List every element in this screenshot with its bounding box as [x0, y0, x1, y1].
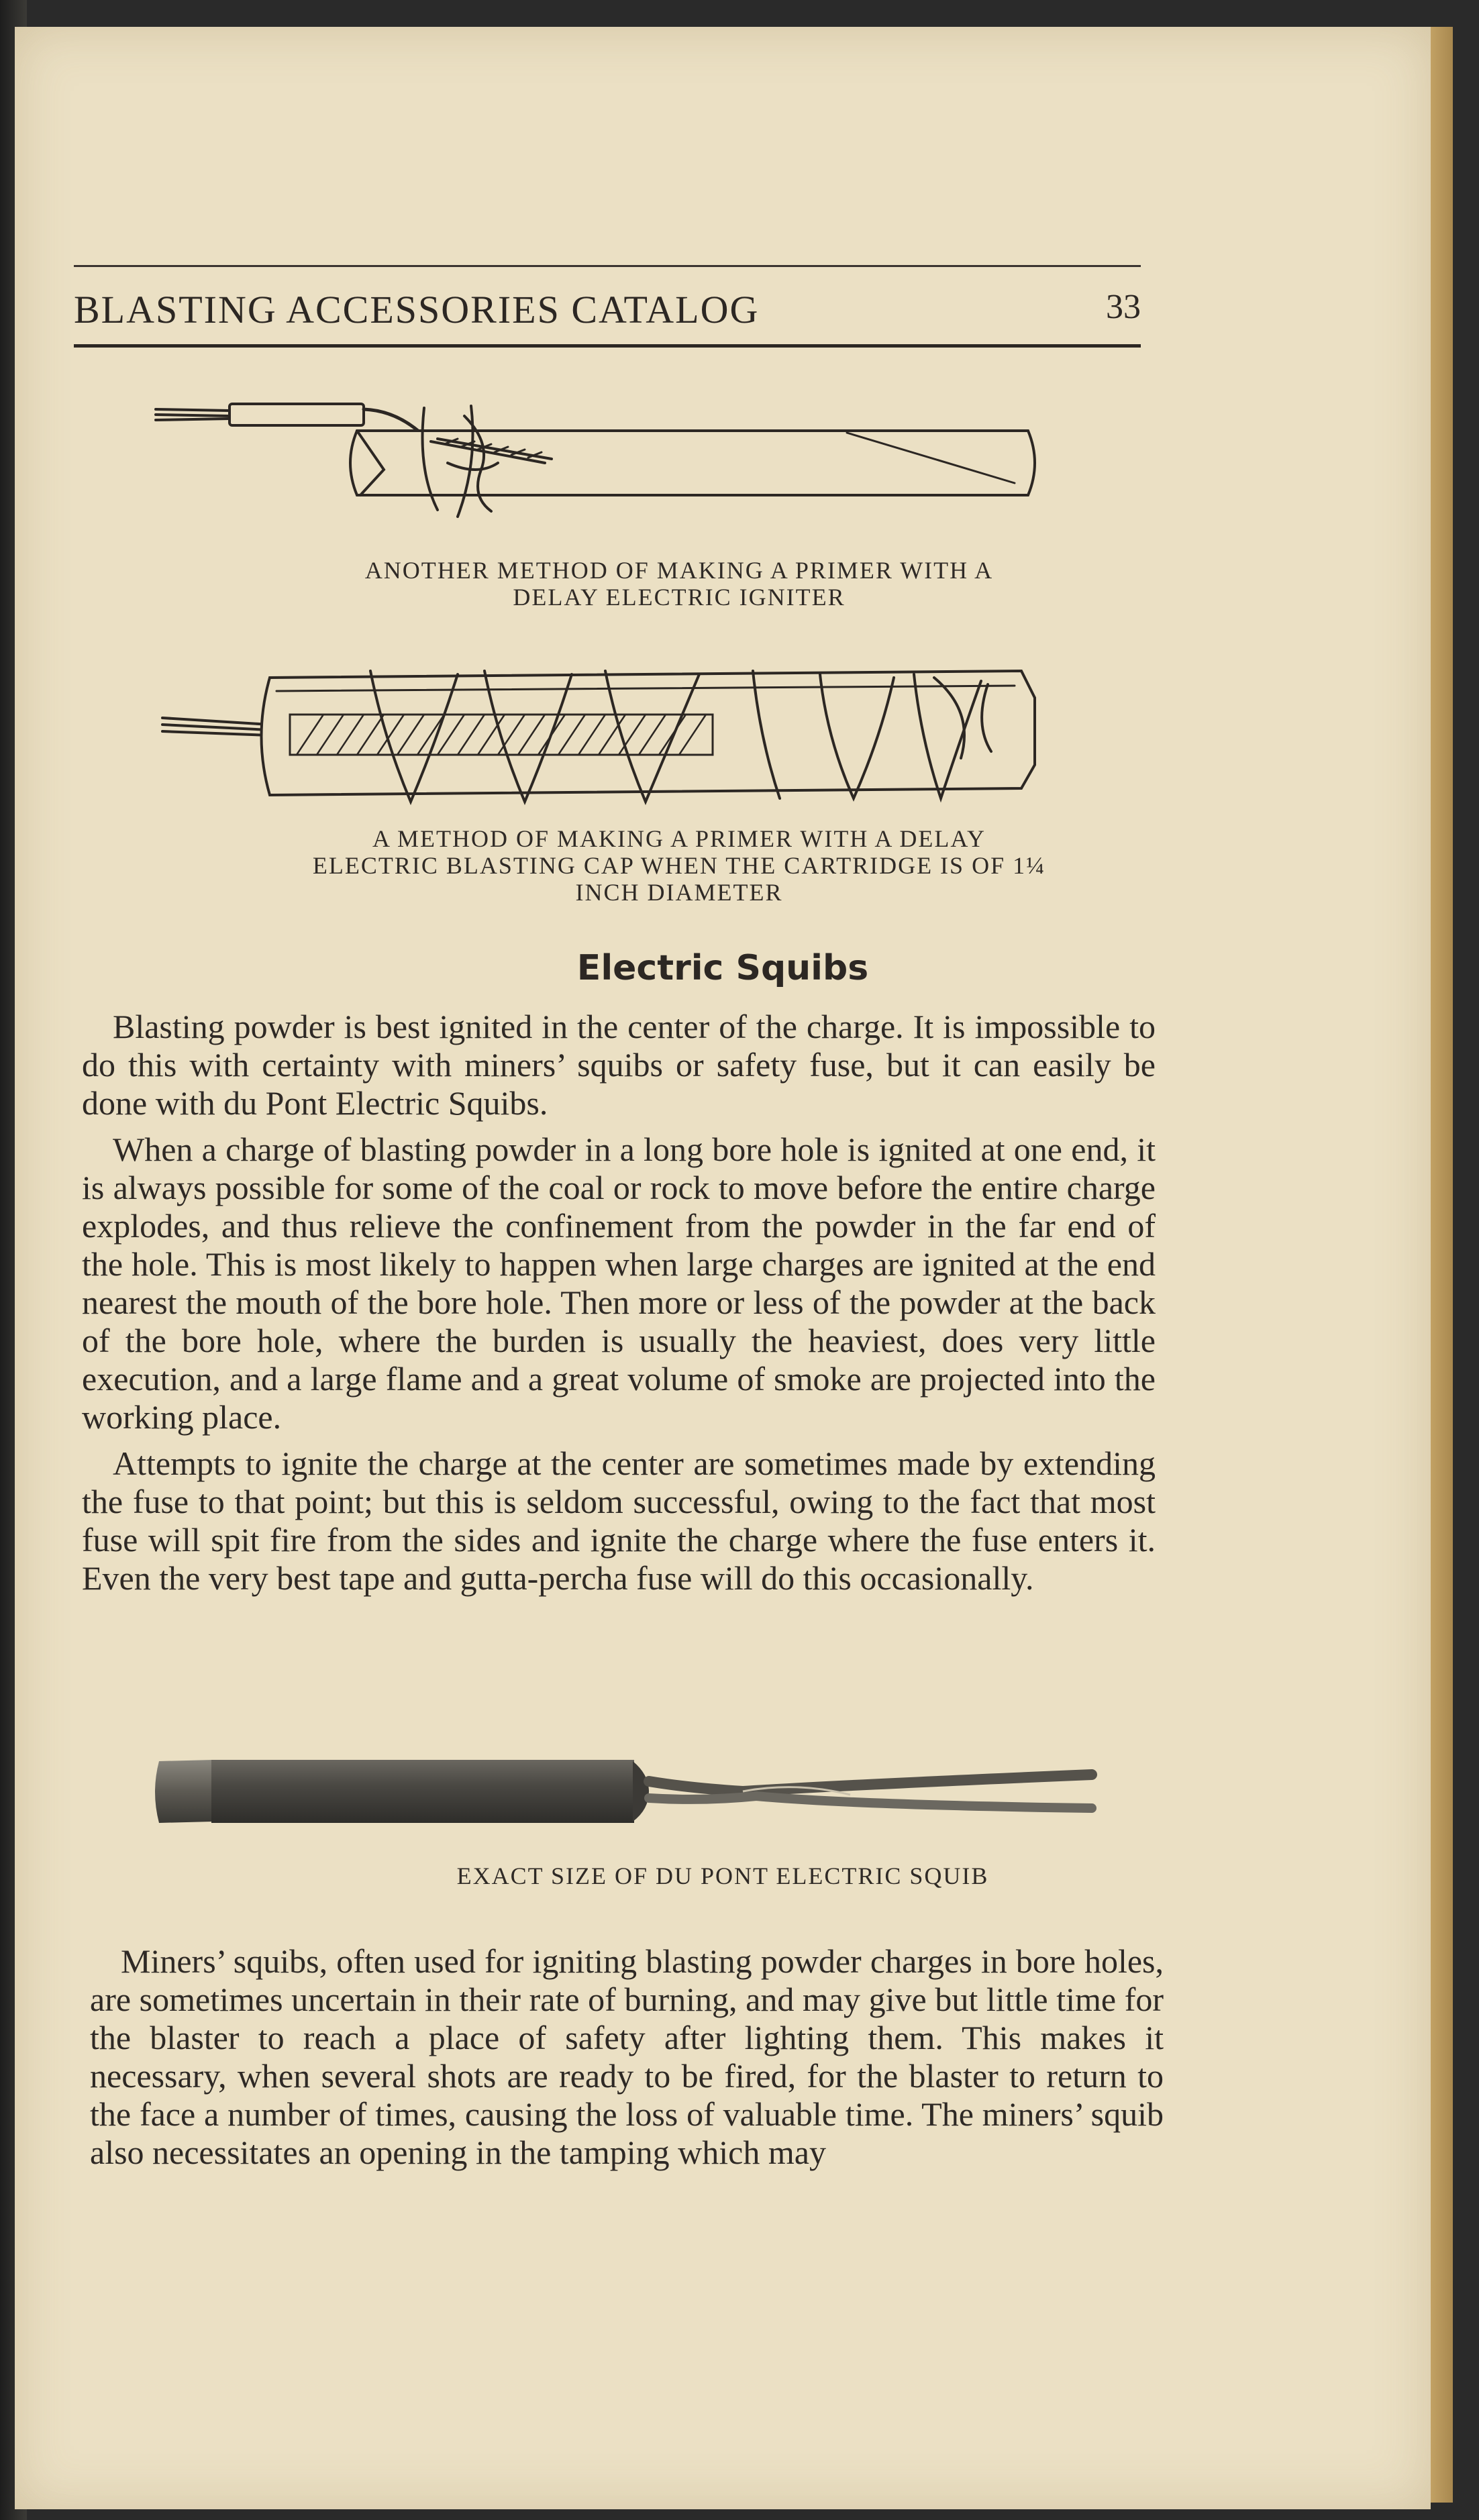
paragraph-4: Miners’ squibs, often used for igniting blasting powder charges in bore holes, are sometimes uncertain in their rate of burning, and may give but little time for the blaster to reach a place of safety after lighting them. This makes it necessary, when several shots are ready to be fired, for the blaster to return to the face a number of times, causing the loss of valuable time. The miners’ squib also necessitates an opening in the tamping which may: [90, 1942, 1164, 2171]
figure-1-caption: [15, 557, 1343, 611]
paragraph-3: Attempts to ignite the charge at the center are sometimes made by extending the fuse to that point; but this is seldom successful, owing to the fact that most fuse will spit fire from the sides and ignite the charge where the fuse enters it. Even the very best tape and gutta-percha fuse will do this occasionally.: [82, 1445, 1156, 1597]
running-header: [74, 265, 1141, 348]
paragraph-1: Blasting powder is best ignited in the center of the charge. It is impossible to do this with certainty with miners’ squibs or safety fuse, but it can easily be done with du Pont Electric Squibs.: [82, 1008, 1156, 1122]
header-title: BLASTING ACCESSORIES CATALOG: [74, 288, 760, 331]
paragraph-2: When a charge of blasting powder in a long bore hole is ignited at one end, it is always possible for some of the coal or rock to move before the entire charge explodes, and thus relieve the confinement from the powder in the far end of the hole. This is most likely to happen when large charges are ignited at the end nearest the mouth of the bore hole. Then more or less of the powder at the back of the bore hole, where the burden is usually the heaviest, does very little execution, and a large flame and a great volume of smoke are projected into the working place.: [82, 1131, 1156, 1436]
catalog-page: [15, 27, 1431, 2509]
figure-1-caption-line2: DELAY ELECTRIC IGNITER: [513, 584, 846, 611]
body-text-top: [82, 1008, 1156, 1606]
section-heading: Electric Squibs: [576, 948, 869, 988]
figure-2-caption-line3: INCH DIAMETER: [575, 879, 783, 906]
figure-3-caption: EXACT SIZE OF DU PONT ELECTRIC SQUIB: [456, 1862, 989, 1889]
electric-squib-illustration: [139, 1734, 1105, 1848]
igniter-primer-illustration: [142, 369, 1055, 537]
figure-1-caption-line1: ANOTHER METHOD OF MAKING A PRIMER WITH A: [364, 557, 994, 584]
body-text-bottom: [90, 1942, 1164, 2180]
figure-2-caption-line2: ELECTRIC BLASTING CAP WHEN THE CARTRIDGE IS OF 1¼: [312, 852, 1046, 879]
blasting-cap-primer-illustration: [142, 658, 1068, 819]
figure-2-caption-line1: A METHOD OF MAKING A PRIMER WITH A DELAY: [372, 825, 986, 852]
page-number: 33: [1106, 288, 1141, 326]
figure-2-caption: [15, 825, 1343, 906]
